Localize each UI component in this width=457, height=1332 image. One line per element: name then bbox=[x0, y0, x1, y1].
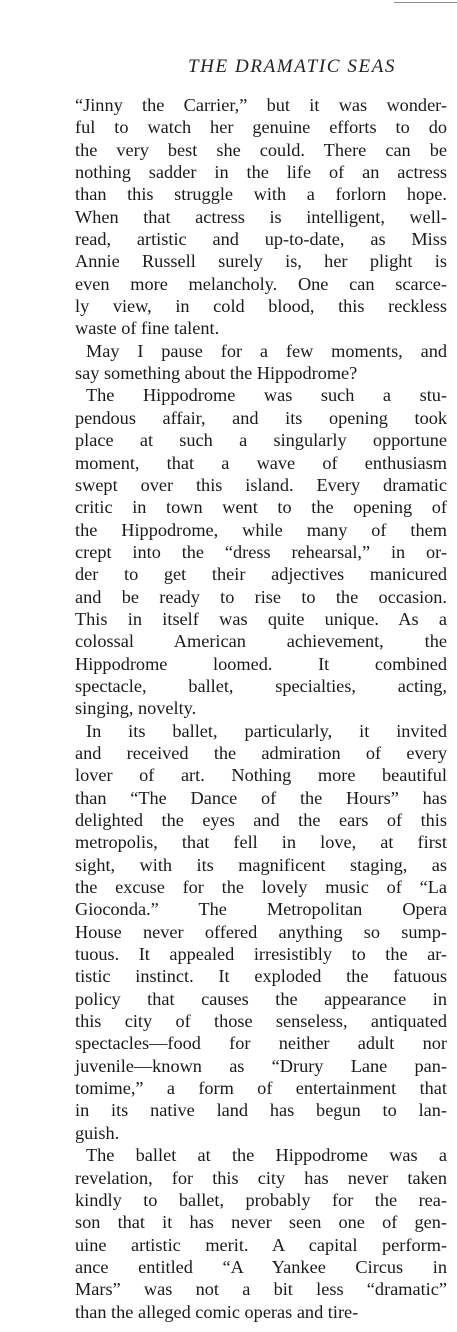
text-line: crept into the “dress rehearsal,” in or- bbox=[75, 541, 447, 562]
text-line: policy that causes the appearance in bbox=[75, 988, 447, 1009]
text-line: delighted the eyes and the ears of this bbox=[75, 810, 447, 830]
paragraph bbox=[75, 94, 447, 340]
text-line: the Hippodrome, while many of them bbox=[75, 519, 447, 540]
paragraph bbox=[75, 384, 447, 719]
text-line: ful to watch her genuine efforts to do bbox=[75, 117, 447, 138]
text-line: “Jinny the Carrier,” but it was wonder- bbox=[75, 95, 447, 115]
text-line: Hippodrome loomed. It combined bbox=[75, 653, 447, 674]
text-line: pendous affair, and its opening took bbox=[75, 407, 447, 428]
text-line: say something about the Hippodrome? bbox=[75, 363, 358, 384]
text-line: tuous. It appealed irresistibly to the ar- bbox=[75, 944, 447, 965]
text-line: son that it has never seen one of gen- bbox=[75, 1212, 447, 1233]
text-line: lover of art. Nothing more beautiful bbox=[75, 765, 447, 786]
text-line: spectacles—food for neither adult nor bbox=[75, 1033, 447, 1054]
text-line: The ballet at the Hippodrome was a bbox=[86, 1145, 447, 1166]
text-line: This in itself was quite unique. As a bbox=[75, 608, 447, 629]
text-line: When that actress is intelligent, well- bbox=[75, 206, 447, 227]
text-line: ance entitled “A Yankee Circus in bbox=[75, 1256, 447, 1277]
text-line: May I pause for a few moments, and bbox=[86, 340, 447, 361]
paragraph bbox=[75, 720, 447, 1145]
text-line: guish. bbox=[75, 1122, 120, 1143]
text-line: Annie Russell surely is, her plight is bbox=[75, 251, 447, 272]
text-line: the excuse for the lovely music of “La bbox=[75, 877, 447, 898]
text-line: In its ballet, particularly, it invited bbox=[86, 720, 447, 741]
text-line: sight, with its magnificent staging, as bbox=[75, 854, 447, 875]
text-line: swept over this island. Every dramatic bbox=[75, 474, 447, 495]
text-line: in its native land has begun to lan- bbox=[75, 1100, 447, 1121]
text-line: waste of fine talent. bbox=[75, 318, 220, 339]
text-line: and received the admiration of every bbox=[75, 742, 447, 763]
text-line: than “The Dance of the Hours” has bbox=[75, 787, 447, 808]
running-head: THE DRAMATIC SEAS bbox=[188, 56, 397, 77]
text-line: Mars” was not a bit less “dramatic” bbox=[75, 1279, 447, 1300]
text-line: moment, that a wave of enthusiasm bbox=[75, 452, 447, 473]
text-line: juvenile—known as “Drury Lane pan- bbox=[75, 1055, 447, 1076]
text-line: critic in town went to the opening of bbox=[75, 497, 447, 518]
text-line: Gioconda.” The Metropolitan Opera bbox=[75, 899, 447, 920]
body-text bbox=[75, 94, 447, 1323]
text-line: revelation, for this city has never taken bbox=[75, 1167, 447, 1188]
text-line: place at such a singularly opportune bbox=[75, 430, 447, 451]
text-line: ly view, in cold blood, this reckless bbox=[75, 296, 447, 317]
text-line: House never offered anything so sump- bbox=[75, 921, 447, 942]
text-line: the very best she could. There can be bbox=[75, 139, 447, 160]
top-edge-rule bbox=[394, 2, 457, 3]
text-line: even more melancholy. One can scarce- bbox=[75, 273, 447, 294]
text-line: this city of those senseless, antiquated bbox=[75, 1011, 447, 1032]
text-line: tistic instinct. It exploded the fatuous bbox=[75, 966, 447, 987]
text-line: uine artistic merit. A capital perform- bbox=[75, 1234, 447, 1255]
paragraph bbox=[75, 1144, 447, 1323]
paragraph bbox=[75, 340, 447, 385]
text-line: tomime,” a form of entertainment that bbox=[75, 1078, 447, 1099]
text-line: colossal American achievement, the bbox=[75, 631, 447, 652]
text-line: read, artistic and up-to-date, as Miss bbox=[75, 229, 447, 250]
text-line: spectacle, ballet, specialties, acting, bbox=[75, 675, 447, 696]
text-line: singing, novelty. bbox=[75, 698, 197, 719]
text-line: than the alleged comic operas and tire- bbox=[75, 1301, 359, 1322]
text-line: metropolis, that fell in love, at first bbox=[75, 832, 447, 853]
text-line: and be ready to rise to the occasion. bbox=[75, 586, 447, 607]
text-line: than this struggle with a forlorn hope. bbox=[75, 184, 447, 205]
text-line: kindly to ballet, probably for the rea- bbox=[75, 1189, 447, 1210]
text-line: nothing sadder in the life of an actress bbox=[75, 162, 447, 183]
text-line: der to get their adjectives manicured bbox=[75, 564, 447, 585]
text-line: The Hippodrome was such a stu- bbox=[86, 385, 447, 406]
